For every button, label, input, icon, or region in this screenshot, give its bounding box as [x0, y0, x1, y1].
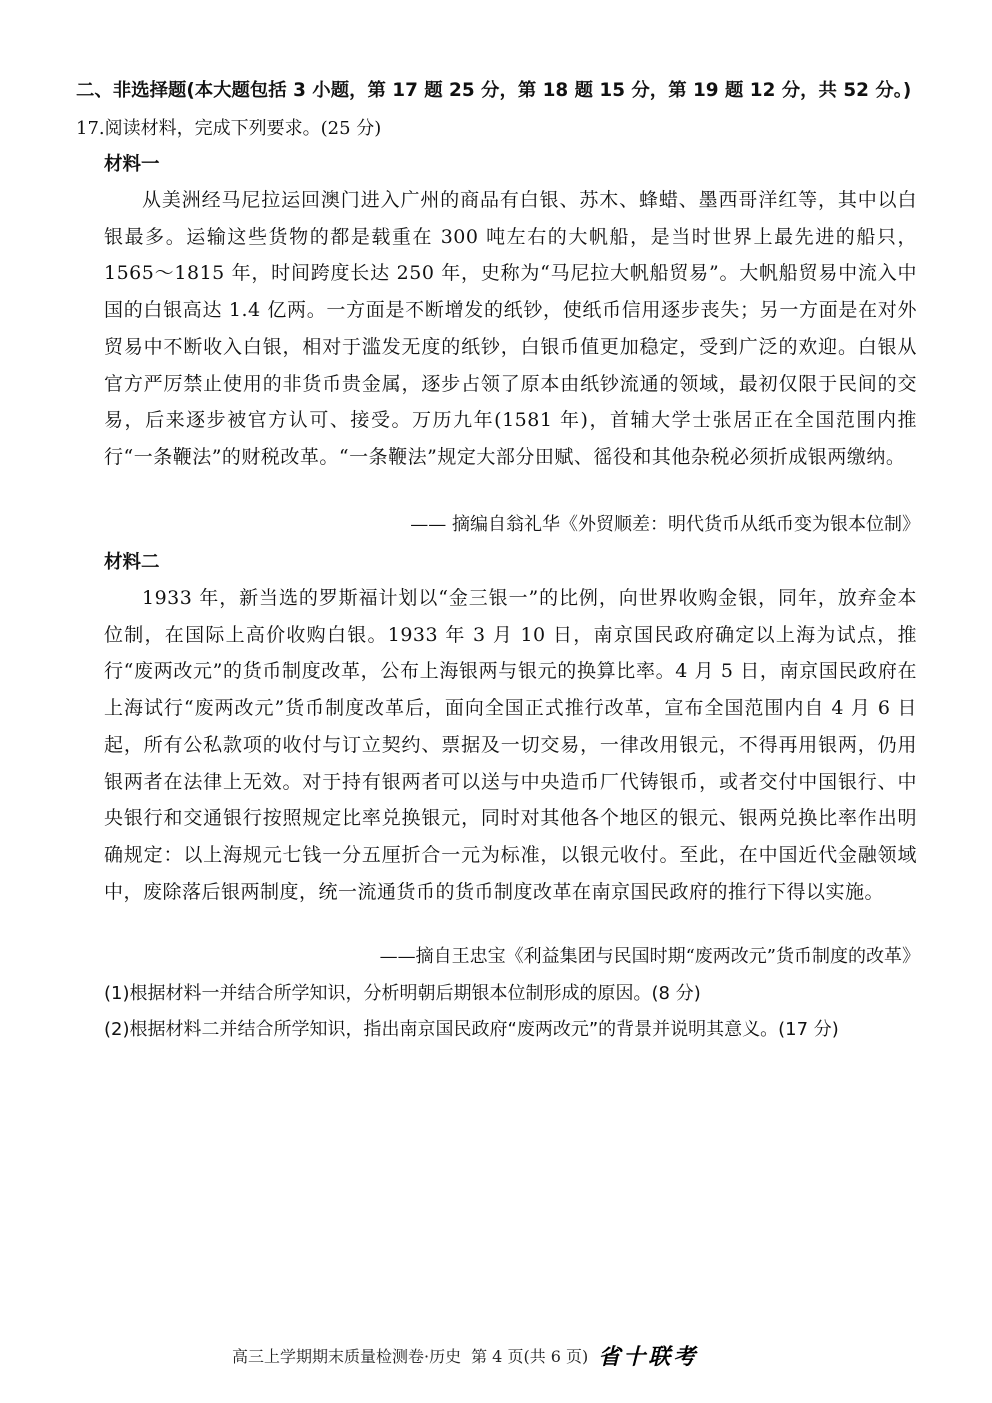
material-1-label: 材料一 [104, 154, 160, 175]
page-footer [232, 1345, 698, 1369]
material-2-label: 材料二 [104, 552, 160, 573]
sub-question-2: (2)根据材料二并结合所学知识，指出南京国民政府“废两改元”的背景并说明其意义。(17 分) [104, 1019, 839, 1040]
footer-page-info: 第 4 页(共 6 页) [471, 1347, 589, 1366]
material-1-source: —— 摘编自翁礼华《外贸顺差：明代货币从纸币变为银本位制》 [410, 514, 920, 535]
footer-exam-name: 高三上学期期末质量检测卷·历史 [232, 1347, 462, 1366]
question-title: 17.阅读材料，完成下列要求。(25 分) [76, 118, 382, 139]
material-2-text: 1933 年，新当选的罗斯福计划以“金三银一”的比例，向世界收购金银，同年，放弃金本位制，在国际上高价收购白银。1933 年 3 月 10 日，南京国民政府确定以上海为试点，推行“废两改元”的货币制度改革，公布上海银两与银元的换算比率。4 月 5 日，南京国民政府在上海试行“废两改元”货币制度改革后，面向全国正式推行改革，宣布全国范围内自 4 月 6 日起，所有公私款项的收付与订立契约、票据及一切交易，一律改用银元，不得再用银两，仍用银两者在法律上无效。对于持有银两者可以送与中央造币厂代铸银币，或者交付中国银行、中央银行和交通银行按照规定比率兑换银元，同时对其他各个地区的银元、银两兑换比率作出明确规定：以上海规元七钱一分五厘折合一元为标准，以银元收付。至此，在中国近代金融领域中，废除落后银两制度，统一流通货币的货币制度改革在南京国民政府的推行下得以实施。 [104, 587, 917, 903]
sub-question-1: (1)根据材料一并结合所学知识，分析明朝后期银本位制形成的原因。(8 分) [104, 983, 701, 1004]
footer-logo: 省十联考 [598, 1344, 699, 1370]
section-heading: 二、非选择题(本大题包括 3 小题，第 17 题 25 分，第 18 题 15 分，第 19 题 12 分，共 52 分。) [76, 80, 912, 101]
material-1-text: 从美洲经马尼拉运回澳门进入广州的商品有白银、苏木、蜂蜡、墨西哥洋红等，其中以白银最多。运输这些货物的都是载重在 300 吨左右的大帆船，是当时世界上最先进的船只，1565～1815 年，时间跨度长达 250 年，史称为“马尼拉大帆船贸易”。大帆船贸易中流入中国的白银高达 1.4 亿两。一方面是不断增发的纸钞，使纸币信用逐步丧失；另一方面是在对外贸易中不断收入白银，相对于滥发无度的纸钞，白银币值更加稳定，受到广泛的欢迎。白银从官方严厉禁止使用的非货币贵金属，逐步占领了原本由纸钞流通的领域，最初仅限于民间的交易，后来逐步被官方认可、接受。万历九年(1581 年)，首辅大学士张居正在全国范围内推行“一条鞭法”的财税改革。“一条鞭法”规定大部分田赋、徭役和其他杂税必须折成银两缴纳。 [104, 189, 917, 468]
material-2-source: ——摘自王忠宝《利益集团与民国时期“废两改元”货币制度的改革》 [379, 946, 920, 967]
